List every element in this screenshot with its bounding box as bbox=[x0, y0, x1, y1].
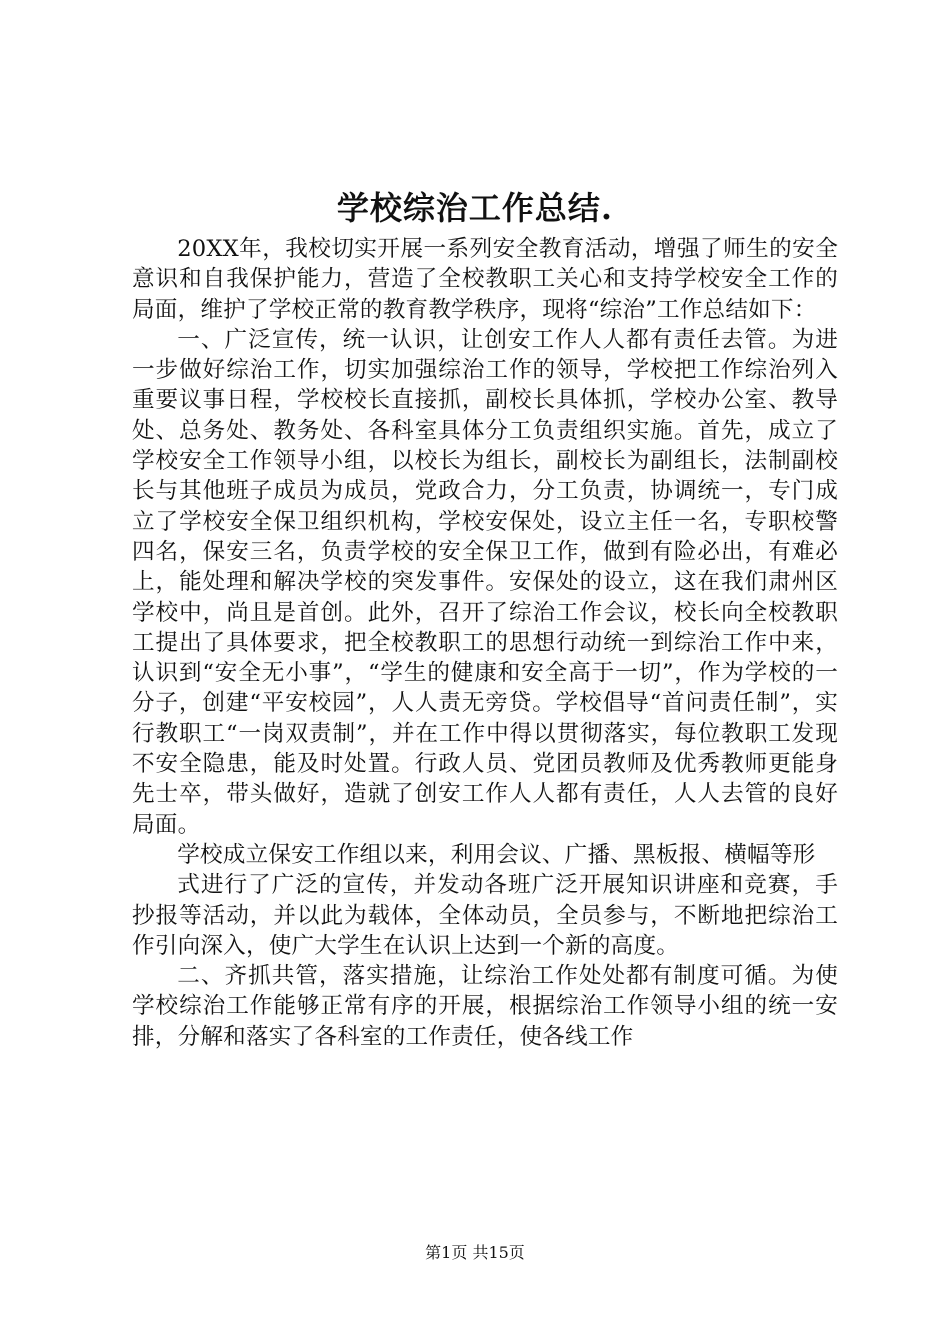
paragraph-intro: 20XX年，我校切实开展一系列安全教育活动，增强了师生的安全意识和自我保护能力，营造了全校教职工关心和支持学校安全工作的局面，维护了学校正常的教育教学秩序，现将“综治”工作总结如下： bbox=[132, 236, 838, 323]
document-body bbox=[132, 234, 838, 1052]
paragraph-section-one: 一、广泛宣传，统一认识，让创安工作人人都有责任去管。为进一步做好综治工作，切实加强综治工作的领导，学校把工作综治列入重要议事日程，学校校长直接抓，副校长具体抓，学校办公室、教导处、总务处、教务处、各科室具体分工负责组织实施。首先，成立了学校安全工作领导小组，以校长为组长，副校长为副组长，法制副校长与其他班子成员为成员，党政合力，分工负责，协调统一，专门成立了学校安全保卫组织机构，学校安保处，设立主任一名，专职校警四名，保安三名，负责学校的安全保卫工作，做到有险必出，有难必上，能处理和解决学校的突发事件。安保处的设立，这在我们肃州区学校中，尚且是首创。此外，召开了综治工作会议，校长向全校教职工提出了具体要求，把全校教职工的思想行动统一到综治工作中来，认识到“安全无小事”，“学生的健康和安全高于一切”，作为学校的一分子，创建“平安校园”，人人责无旁贷。学校倡导“首问责任制”，实行教职工“一岗双责制”，并在工作中得以贯彻落实，每位教职工发现不安全隐患，能及时处置。行政人员、党团员教师及优秀教师更能身先士卒，带头做好，造就了创安工作人人都有责任，人人去管的良好局面。 bbox=[132, 326, 838, 838]
paragraph-section-two: 二、齐抓共管，落实措施，让综治工作处处都有制度可循。为使学校综治工作能够正常有序的开展，根据综治工作领导小组的统一安排，分解和落实了各科室的工作责任，使各线工作 bbox=[132, 963, 838, 1050]
paragraph-publicity: 学校成立保安工作组以来，利用会议、广播、黑板报、横幅等形 bbox=[177, 841, 816, 868]
document-title: 学校综治工作总结. bbox=[336, 189, 614, 227]
page-number-footer: 第1页 共15页 bbox=[425, 1243, 525, 1262]
paragraph-publicity-continued: 式进行了广泛的宣传，并发动各班广泛开展知识讲座和竞赛，手抄报等活动，并以此为载体，全体动员，全员参与，不断地把综治工作引向深入，使广大学生在认识上达到一个新的高度。 bbox=[132, 872, 838, 959]
